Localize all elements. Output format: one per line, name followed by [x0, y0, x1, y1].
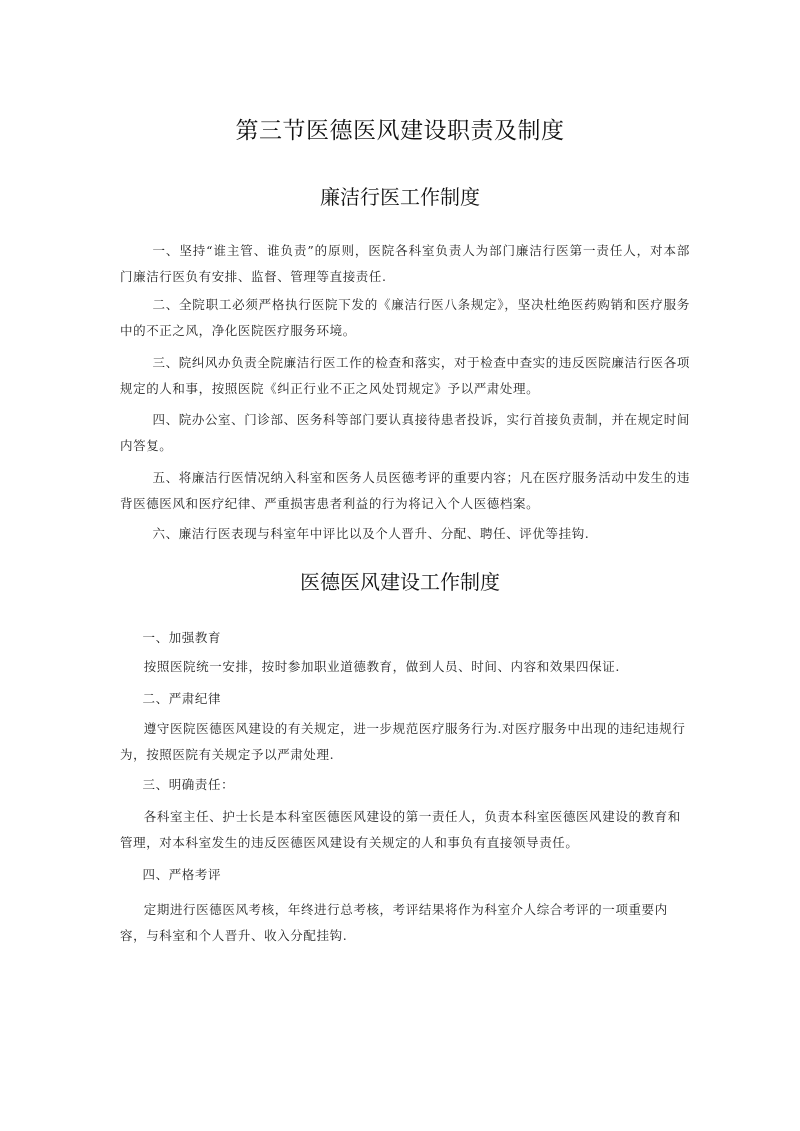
section-title-integrity: 廉洁行医工作制度 [320, 185, 480, 209]
paragraph-assessment: 定期进行医德医风考核，年终进行总考核，考评结果将作为科室介人综合考评的一项重要内容，与科室和个人晋升、收入分配挂钩. [120, 902, 668, 943]
paragraph-6: 六、廉洁行医表现与科室年中评比以及个人晋升、分配、聘任、评优等挂钩. [152, 526, 590, 541]
paragraph-5: 五、将廉洁行医情况纳入科室和医务人员医德考评的重要内容；凡在医疗服务活动中发生的违背医德医风和医疗纪律、严重损害患者利益的行为将记入个人医德档案。 [120, 470, 690, 511]
sub-heading-education: 一、加强教育 [142, 630, 222, 645]
sub-heading-discipline: 二、严肃纪律 [142, 691, 222, 706]
paragraph-4: 四、院办公室、门诊部、医务科等部门要认真接待患者投诉，实行首接负责制，并在规定时间内答复。 [120, 412, 690, 453]
paragraph-education: 按照医院统一安排，按时参加职业道德教育，做到人员、时间、内容和效果四保证. [143, 659, 620, 674]
paragraph-1: 一、坚持“谁主管、谁负责”的原则，医院各科室负责人为部门廉洁行医第一责任人，对本部门廉洁行医负有安排、监督、管理等直接责任. [120, 243, 690, 284]
paragraph-discipline: 遵守医院医德医风建设的有关规定，进一步规范医疗服务行为.对医疗服务中出现的违纪违规行为，按照医院有关规定予以严肃处理. [120, 721, 686, 762]
paragraph-3: 三、院纠风办负责全院廉洁行医工作的检查和落实，对于检查中查实的违反医院廉洁行医各项规定的人和事，按照医院《纠正行业不正之风处罚规定》予以严肃处理。 [120, 355, 690, 396]
sub-heading-responsibility: 三、明确责任： [142, 777, 235, 792]
document-title: 第三节医德医风建设职责及制度 [235, 118, 565, 144]
sub-heading-assessment: 四、严格考评 [142, 867, 222, 882]
section-title-ethics: 医德医风建设工作制度 [300, 570, 500, 594]
paragraph-responsibility: 各科室主任、护士长是本科室医德医风建设的第一责任人，负责本科室医德医风建设的教育和管理，对本科室发生的违反医德医风建设有关规定的人和事负有直接领导责任。 [120, 809, 681, 850]
paragraph-2: 二、全院职工必须严格执行医院下发的《廉洁行医八条规定》，坚决杜绝医药购销和医疗服务中的不正之风，净化医院医疗服务环境。 [120, 297, 690, 338]
